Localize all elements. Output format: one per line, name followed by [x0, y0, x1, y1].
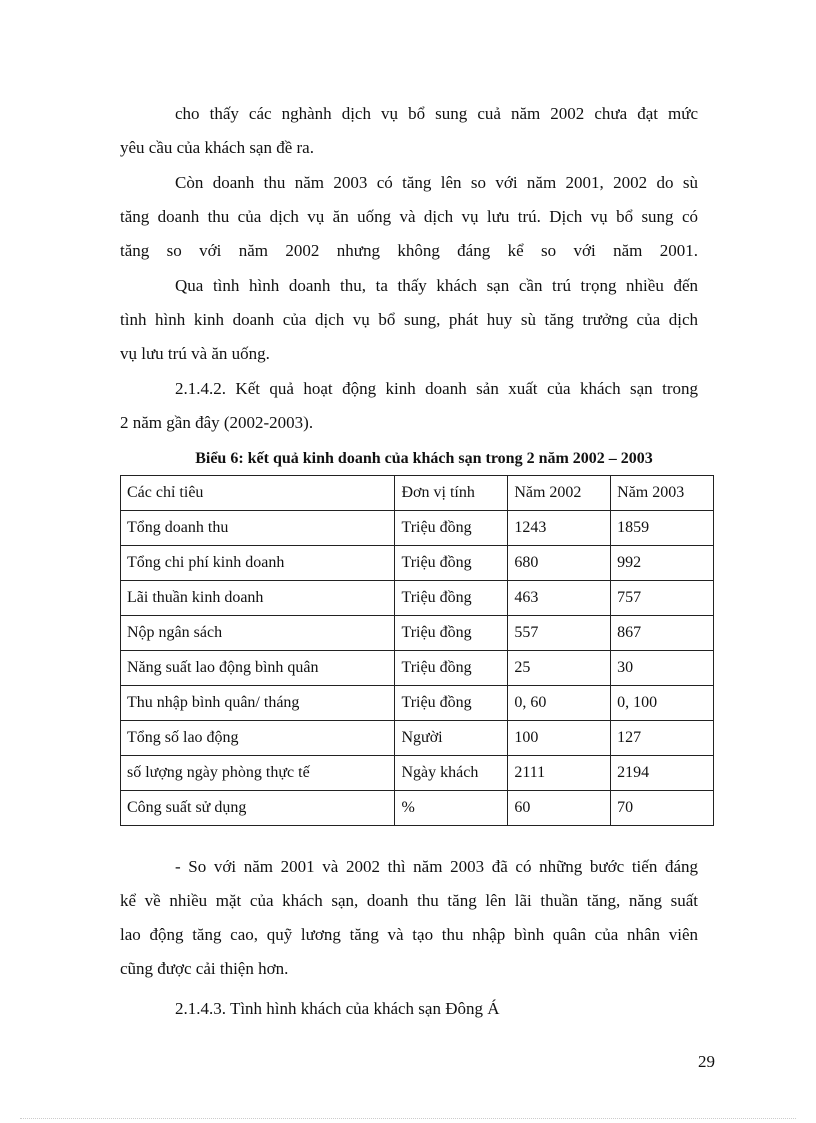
row-value-2002: 60 — [508, 791, 611, 826]
header-cell-2003: Năm 2003 — [611, 476, 714, 511]
section-heading-2-1-4-3 — [120, 992, 698, 1026]
page-bottom-rule — [20, 1118, 796, 1119]
row-label: Tổng chi phí kinh doanh — [121, 546, 395, 581]
row-value-2002: 557 — [508, 616, 611, 651]
table-row — [121, 721, 714, 756]
paragraph-2 — [120, 166, 698, 268]
section-heading-line-2: 2 năm gần đây (2002-2003). — [120, 413, 314, 432]
table-row — [121, 546, 714, 581]
row-unit: Ngày khách — [395, 756, 508, 791]
paragraph-1-line-2: yêu cầu của khách sạn đề ra. — [120, 138, 314, 157]
row-value-2003: 70 — [611, 791, 714, 826]
paragraph-4-line-2: kể về nhiều mặt của khách sạn, doanh thu tăng lên lãi thuần tăng, năng suất — [120, 891, 698, 910]
row-value-2003: 0, 100 — [611, 686, 714, 721]
row-unit: Triệu đồng — [395, 686, 508, 721]
row-unit: % — [395, 791, 508, 826]
table-row — [121, 581, 714, 616]
results-table — [120, 475, 714, 826]
row-unit: Triệu đồng — [395, 651, 508, 686]
row-label: Thu nhập bình quân/ tháng — [121, 686, 395, 721]
row-unit: Triệu đồng — [395, 581, 508, 616]
row-label: Nộp ngân sách — [121, 616, 395, 651]
row-unit: Triệu đồng — [395, 546, 508, 581]
paragraph-2-line-1: Còn doanh thu năm 2003 có tăng lên so với năm 2001, 2002 do sù — [175, 173, 698, 192]
paragraph-3-line-2: tình hình kinh doanh của dịch vụ bổ sung, phát huy sù tăng trưởng của dịch — [120, 310, 698, 329]
row-value-2002: 680 — [508, 546, 611, 581]
row-value-2003: 127 — [611, 721, 714, 756]
paragraph-4-line-1: - So với năm 2001 và 2002 thì năm 2003 đã có những bước tiến đáng — [175, 857, 698, 876]
row-label: Lãi thuần kinh doanh — [121, 581, 395, 616]
row-value-2002: 0, 60 — [508, 686, 611, 721]
row-value-2003: 30 — [611, 651, 714, 686]
row-label: Công suất sử dụng — [121, 791, 395, 826]
row-label: Năng suất lao động bình quân — [121, 651, 395, 686]
paragraph-4-line-4: cũng được cải thiện hơn. — [120, 959, 289, 978]
row-value-2002: 1243 — [508, 511, 611, 546]
paragraph-1-line-1: cho thấy các nghành dịch vụ bổ sung cuả năm 2002 chưa đạt mức — [175, 104, 698, 123]
table-row — [121, 686, 714, 721]
row-value-2003: 2194 — [611, 756, 714, 791]
paragraph-3-line-1: Qua tình hình doanh thu, ta thấy khách sạn cần trú trọng nhiều đến — [175, 276, 698, 295]
paragraph-2-line-3: tăng so với năm 2002 nhưng không đáng kể so với năm 2001. — [120, 241, 698, 260]
row-unit: Triệu đồng — [395, 616, 508, 651]
row-value-2003: 867 — [611, 616, 714, 651]
row-unit: Người — [395, 721, 508, 756]
table-header-row — [121, 476, 714, 511]
row-value-2002: 463 — [508, 581, 611, 616]
header-cell-2002: Năm 2002 — [508, 476, 611, 511]
table-row — [121, 651, 714, 686]
row-value-2002: 100 — [508, 721, 611, 756]
row-label: số lượng ngày phòng thực tế — [121, 756, 395, 791]
paragraph-1 — [120, 97, 698, 165]
page-number: 29 — [698, 1052, 715, 1071]
section-heading-2-line: 2.1.4.3. Tình hình khách của khách sạn Đông Á — [175, 999, 500, 1018]
row-value-2003: 1859 — [611, 511, 714, 546]
section-heading-2-1-4-2 — [120, 372, 698, 440]
header-cell-indicator: Các chỉ tiêu — [121, 476, 395, 511]
row-value-2003: 757 — [611, 581, 714, 616]
row-unit: Triệu đồng — [395, 511, 508, 546]
table-row — [121, 756, 714, 791]
paragraph-3-line-3: vụ lưu trú và ăn uống. — [120, 344, 270, 363]
table-caption: Biểu 6: kết quả kinh doanh của khách sạn trong 2 năm 2002 – 2003 — [195, 450, 653, 467]
table-row — [121, 511, 714, 546]
table-row — [121, 616, 714, 651]
row-value-2002: 25 — [508, 651, 611, 686]
section-heading-line-1: 2.1.4.2. Kết quả hoạt động kinh doanh sản xuất của khách sạn trong — [175, 379, 698, 398]
row-label: Tổng doanh thu — [121, 511, 395, 546]
paragraph-4-line-3: lao động tăng cao, quỹ lương tăng và tạo thu nhập bình quân của nhân viên — [120, 925, 698, 944]
paragraph-4 — [120, 850, 698, 986]
row-value-2003: 992 — [611, 546, 714, 581]
table-row — [121, 791, 714, 826]
row-value-2002: 2111 — [508, 756, 611, 791]
header-cell-unit: Đơn vị tính — [395, 476, 508, 511]
paragraph-3 — [120, 269, 698, 371]
row-label: Tổng số lao động — [121, 721, 395, 756]
paragraph-2-line-2: tăng doanh thu của dịch vụ ăn uống và dịch vụ lưu trú. Dịch vụ bổ sung có — [120, 207, 698, 226]
